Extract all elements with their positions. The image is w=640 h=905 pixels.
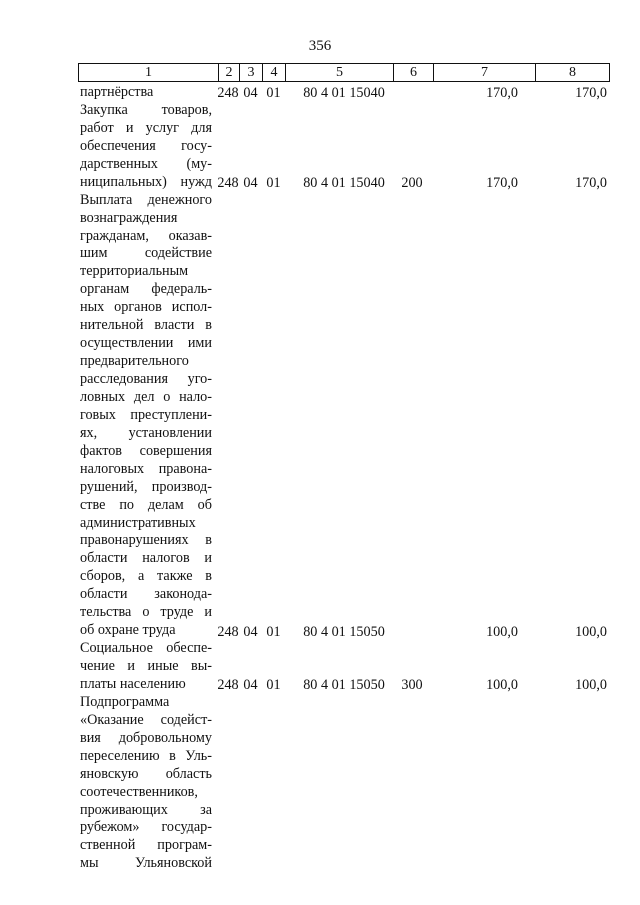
description-line: стве по делам об [80, 496, 212, 513]
cell-col-3: 04 [243, 623, 258, 640]
cell-col-8: 100,0 [575, 677, 607, 694]
description-line: фактов совершения [80, 442, 212, 459]
header-col-4: 4 [262, 64, 285, 81]
cell-col-5: 80 4 01 15050 [303, 623, 385, 640]
description-line: административных [80, 514, 196, 531]
description-line: мы Ульяновской [80, 855, 212, 872]
description-line: ях, установлении [80, 424, 212, 441]
description-line: органам федераль- [80, 281, 212, 298]
header-col-8: 8 [535, 64, 609, 81]
description-line: правонарушениях в [80, 532, 212, 549]
description-line: сборов, а также в [80, 568, 212, 585]
cell-col-5: 80 4 01 15040 [303, 85, 385, 101]
description-line: ственной програм- [80, 837, 212, 854]
description-line: рубежом» государ- [80, 819, 212, 836]
cell-col-8: 100,0 [575, 623, 607, 640]
description-line: территориальным [80, 263, 189, 280]
description-line: предварительного [80, 353, 189, 370]
cell-col-5: 80 4 01 15040 [303, 174, 385, 191]
description-column [80, 84, 212, 873]
header-col-7: 7 [433, 64, 535, 81]
cell-col-7: 100,0 [486, 623, 518, 640]
description-line: тельства о труде и [80, 604, 212, 621]
cell-col-8: 170,0 [575, 174, 607, 191]
header-col-2: 2 [218, 64, 239, 81]
cell-col-2: 248 [217, 174, 239, 191]
cell-col-4: 01 [266, 623, 281, 640]
cell-col-4: 01 [266, 174, 281, 191]
description-line: вия добровольному [80, 729, 212, 746]
description-line: Выплата денежного [80, 191, 212, 208]
cell-col-7: 170,0 [486, 85, 518, 101]
description-line: обеспечения госу- [80, 137, 212, 154]
description-line: Подпрограмма [80, 693, 170, 710]
description-line: шим содействие [80, 245, 212, 262]
description-line: рушений, производ- [80, 478, 212, 495]
description-line: осуществлении ими [80, 335, 212, 352]
cell-col-4: 01 [266, 677, 281, 694]
description-line: налоговых правона- [80, 460, 212, 477]
cell-col-4: 01 [266, 85, 281, 101]
description-line: переселению в Уль- [80, 747, 212, 764]
description-line: области налогов и [80, 550, 212, 567]
description-line: «Оказание содейст- [80, 711, 212, 728]
header-col-6: 6 [393, 64, 433, 81]
cell-col-5: 80 4 01 15050 [303, 677, 385, 694]
cell-col-3: 04 [243, 174, 258, 191]
page-number: 356 [308, 38, 332, 54]
cell-col-7: 100,0 [486, 677, 518, 694]
description-line: работ и услуг для [80, 119, 212, 136]
description-line: соотечественников, [80, 783, 198, 800]
description-line: гражданам, оказав- [80, 227, 212, 244]
description-line: яновскую область [80, 765, 212, 782]
description-line: проживающих за [80, 801, 212, 818]
description-line: Закупка товаров, [80, 101, 212, 118]
cell-col-2: 248 [217, 677, 239, 694]
description-line: об охране труда [80, 622, 176, 639]
description-line: платы населению [80, 675, 186, 692]
description-line: говых преступлени- [80, 406, 212, 423]
cell-col-2: 248 [217, 623, 239, 640]
description-line: расследования уго- [80, 371, 212, 387]
cell-col-3: 04 [243, 85, 258, 101]
table-header-row [78, 63, 610, 82]
description-line: дарственных (му- [80, 155, 212, 172]
description-line: ниципальных) нужд [80, 173, 212, 190]
description-line: ловных дел о нало- [80, 388, 212, 405]
description-line: чение и иные вы- [80, 658, 212, 674]
cell-col-3: 04 [243, 677, 258, 694]
description-line: нительной власти в [80, 317, 212, 334]
description-line: вознаграждения [80, 209, 178, 226]
header-col-1: 1 [145, 65, 152, 80]
description-line: ных органов испол- [80, 299, 212, 316]
cell-col-6: 300 [401, 677, 423, 694]
cell-col-6: 200 [401, 174, 423, 191]
description-line: области законода- [80, 586, 212, 603]
cell-col-8: 170,0 [575, 85, 607, 101]
description-line: партнёрства [80, 84, 154, 100]
header-col-3: 3 [239, 64, 262, 81]
cell-col-2: 248 [217, 85, 239, 101]
header-col-5: 5 [285, 64, 393, 81]
cell-col-7: 170,0 [486, 174, 518, 191]
description-line: Социальное обеспе- [80, 640, 212, 657]
